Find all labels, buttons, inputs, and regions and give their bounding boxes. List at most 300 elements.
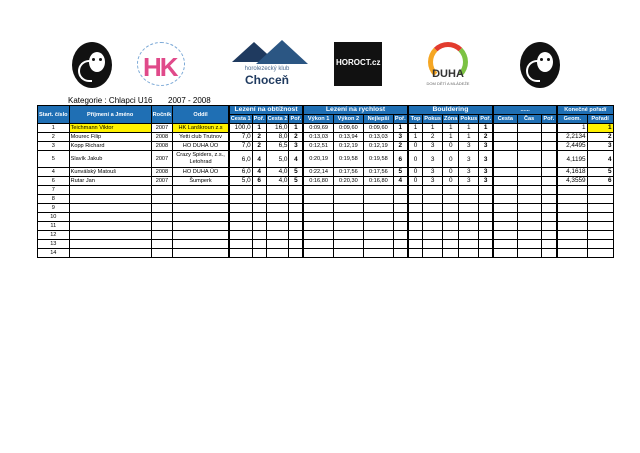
col-club: Oddíl [173, 106, 229, 124]
empty-cell [289, 213, 303, 222]
final-geom-cell: 2,2134 [557, 133, 587, 142]
empty-cell [459, 195, 479, 204]
empty-cell [587, 213, 613, 222]
empty-cell [69, 213, 151, 222]
extra-time-cell [517, 151, 541, 168]
table-row [38, 204, 614, 213]
sub-speed-run2: Výkon 2 [333, 115, 363, 124]
speed-best-cell: 0:09,60 [363, 124, 393, 133]
table-row [38, 177, 614, 186]
empty-cell [517, 222, 541, 231]
sub-speed-run1: Výkon 1 [303, 115, 333, 124]
start-number-cell: 1 [38, 124, 70, 133]
empty-cell [443, 231, 459, 240]
empty-cell [363, 222, 393, 231]
empty-cell [69, 195, 151, 204]
lead-rank2-cell: 4 [289, 151, 303, 168]
extra-route-cell [493, 133, 517, 142]
empty-cell [266, 186, 289, 195]
lead-route1-cell: 6,0 [229, 151, 252, 168]
empty-cell [443, 195, 459, 204]
boulder-top-cell: 0 [408, 168, 423, 177]
start-number-cell: 9 [38, 204, 70, 213]
empty-cell [557, 213, 587, 222]
empty-cell [303, 249, 333, 258]
start-number-cell: 14 [38, 249, 70, 258]
extra-route-cell [493, 177, 517, 186]
speed-rank-cell: 5 [393, 168, 407, 177]
empty-cell [151, 240, 173, 249]
header-row-top [38, 106, 614, 115]
empty-cell [587, 231, 613, 240]
empty-cell [493, 204, 517, 213]
extra-route-cell [493, 168, 517, 177]
empty-cell [479, 249, 493, 258]
empty-cell [252, 204, 266, 213]
empty-cell [229, 213, 252, 222]
final-geom-cell: 4,1195 [557, 151, 587, 168]
empty-cell [252, 240, 266, 249]
start-number-cell: 11 [38, 222, 70, 231]
empty-cell [69, 249, 151, 258]
speed-rank-cell: 6 [393, 151, 407, 168]
speed-run2-cell: 0:19,58 [333, 151, 363, 168]
empty-cell [517, 186, 541, 195]
final-rank-cell: 2 [587, 133, 613, 142]
extra-rank-cell [541, 133, 557, 142]
extra-rank-cell [541, 168, 557, 177]
empty-cell [479, 213, 493, 222]
empty-cell [303, 204, 333, 213]
empty-cell [229, 240, 252, 249]
speed-run1-cell: 0:22,14 [303, 168, 333, 177]
empty-cell [479, 231, 493, 240]
final-rank-cell: 6 [587, 177, 613, 186]
empty-cell [303, 231, 333, 240]
empty-cell [479, 195, 493, 204]
birth-year-cell: 2008 [151, 142, 173, 151]
lead-rank2-cell: 2 [289, 133, 303, 142]
monkey-logo-right [520, 42, 560, 88]
empty-cell [173, 186, 229, 195]
empty-cell [266, 222, 289, 231]
empty-cell [289, 204, 303, 213]
empty-cell [333, 249, 363, 258]
boulder-rank-cell: 1 [479, 124, 493, 133]
empty-cell [443, 249, 459, 258]
sub-lead-rank1: Poř. [253, 116, 265, 122]
boulder-top-cell: 1 [408, 133, 423, 142]
table-row [38, 151, 614, 168]
empty-cell [587, 186, 613, 195]
competitor-name-cell: Mourec Filip [69, 133, 151, 142]
speed-run1-cell: 0:13,03 [303, 133, 333, 142]
empty-cell [587, 195, 613, 204]
birth-year-cell: 2007 [151, 177, 173, 186]
extra-rank-cell [541, 151, 557, 168]
lead-route2-cell: 4,0 [266, 168, 289, 177]
speed-run1-cell: 0:16,80 [303, 177, 333, 186]
col-year: Ročník [151, 106, 173, 124]
empty-cell [517, 213, 541, 222]
sub-speed-best: Nejlepší [363, 115, 393, 124]
category-label: Kategorie : Chlapci U16 [68, 96, 153, 105]
results-table [37, 105, 614, 258]
table-row [38, 222, 614, 231]
start-number-cell: 2 [38, 133, 70, 142]
empty-cell [252, 231, 266, 240]
lead-route2-cell: 4,0 [266, 177, 289, 186]
extra-time-cell [517, 124, 541, 133]
lead-rank1-cell: 1 [252, 124, 266, 133]
sub-boulder-top-attempts: Pokus [424, 116, 442, 122]
speed-best-cell: 0:16,80 [363, 177, 393, 186]
speed-run2-cell: 0:09,60 [333, 124, 363, 133]
boulder-top-cell: 1 [408, 124, 423, 133]
boulder-rank-cell: 3 [479, 177, 493, 186]
empty-cell [363, 240, 393, 249]
empty-cell [173, 204, 229, 213]
speed-run2-cell: 0:17,56 [333, 168, 363, 177]
empty-cell [393, 240, 407, 249]
table-row [38, 195, 614, 204]
start-number-cell: 7 [38, 186, 70, 195]
start-number-cell: 12 [38, 231, 70, 240]
empty-cell [459, 186, 479, 195]
empty-cell [587, 222, 613, 231]
speed-run2-cell: 0:20,30 [333, 177, 363, 186]
empty-cell [151, 213, 173, 222]
empty-cell [459, 240, 479, 249]
empty-cell [408, 240, 423, 249]
col-group-lead: Lezení na obtížnost [229, 106, 304, 115]
empty-cell [173, 195, 229, 204]
extra-time-cell [517, 142, 541, 151]
start-number-cell: 5 [38, 151, 70, 168]
empty-cell [557, 240, 587, 249]
empty-cell [408, 213, 423, 222]
club-cell: Šumperk [173, 177, 229, 186]
empty-cell [173, 249, 229, 258]
speed-best-cell: 0:12,19 [363, 142, 393, 151]
table-row [38, 213, 614, 222]
empty-cell [69, 222, 151, 231]
empty-cell [393, 249, 407, 258]
horoct-logo: HOROCT.cz [334, 42, 382, 86]
sub-final-rank: Pořadí [587, 115, 613, 124]
empty-cell [252, 249, 266, 258]
empty-cell [541, 249, 557, 258]
sub-boulder-zone-attempts: Pokus [460, 116, 478, 122]
empty-cell [517, 249, 541, 258]
empty-cell [459, 222, 479, 231]
empty-cell [289, 222, 303, 231]
sub-final-geom: Geom. [557, 115, 587, 124]
empty-cell [173, 213, 229, 222]
speed-rank-cell: 2 [393, 142, 407, 151]
boulder-zone-cell: 1 [443, 124, 459, 133]
birth-year-cell: 2008 [151, 133, 173, 142]
boulder-zone-attempts-cell: 3 [459, 142, 479, 151]
empty-cell [408, 249, 423, 258]
empty-cell [517, 240, 541, 249]
extra-rank-cell [541, 177, 557, 186]
empty-cell [541, 204, 557, 213]
competitor-name-cell: Kunválský Matouš [69, 168, 151, 177]
start-number-cell: 6 [38, 177, 70, 186]
empty-cell [541, 231, 557, 240]
sub-extra-rank: Poř. [541, 115, 557, 124]
empty-cell [443, 240, 459, 249]
category-years: 2007 - 2008 [168, 96, 211, 105]
empty-cell [541, 240, 557, 249]
speed-best-cell: 0:19,58 [363, 151, 393, 168]
empty-cell [479, 186, 493, 195]
empty-cell [151, 222, 173, 231]
table-row [38, 142, 614, 151]
empty-cell [541, 213, 557, 222]
hk-lanskroun-logo: HK [137, 42, 185, 86]
boulder-top-cell: 0 [408, 151, 423, 168]
boulder-top-attempts-cell: 3 [423, 177, 443, 186]
empty-cell [173, 240, 229, 249]
empty-cell [151, 204, 173, 213]
speed-rank-cell: 4 [393, 177, 407, 186]
start-number-cell: 10 [38, 213, 70, 222]
boulder-rank-cell: 3 [479, 168, 493, 177]
extra-time-cell [517, 168, 541, 177]
sub-boulder-zone: Zóna [444, 116, 458, 122]
empty-cell [289, 231, 303, 240]
lead-route2-cell: 8,0 [266, 133, 289, 142]
start-number-cell: 13 [38, 240, 70, 249]
empty-cell [363, 186, 393, 195]
extra-route-cell [493, 151, 517, 168]
empty-cell [423, 195, 443, 204]
empty-cell [541, 195, 557, 204]
boulder-top-attempts-cell: 3 [423, 168, 443, 177]
empty-cell [266, 195, 289, 204]
empty-cell [423, 186, 443, 195]
lead-rank2-cell: 1 [289, 124, 303, 133]
table-row [38, 186, 614, 195]
empty-cell [333, 240, 363, 249]
sub-extra-time: Čas [517, 115, 541, 124]
lead-rank1-cell: 4 [252, 168, 266, 177]
sub-boulder-top: Top [408, 115, 423, 124]
empty-cell [443, 204, 459, 213]
empty-cell [493, 231, 517, 240]
boulder-zone-cell: 0 [443, 151, 459, 168]
empty-cell [252, 222, 266, 231]
boulder-zone-cell: 1 [443, 133, 459, 142]
empty-cell [229, 195, 252, 204]
col-name: Příjmení a Jméno [69, 106, 151, 124]
duha-logo: DUHA DOM DĚTÍ A MLÁDEŽE [418, 40, 478, 90]
empty-cell [459, 249, 479, 258]
empty-cell [363, 195, 393, 204]
empty-cell [479, 222, 493, 231]
sub-speed-rank: Poř. [394, 116, 406, 122]
extra-rank-cell [541, 142, 557, 151]
sub-extra-route: Cesta [493, 115, 517, 124]
speed-rank-cell: 1 [393, 124, 407, 133]
empty-cell [69, 186, 151, 195]
boulder-zone-cell: 0 [443, 142, 459, 151]
lead-rank2-cell: 3 [289, 142, 303, 151]
empty-cell [443, 213, 459, 222]
empty-cell [541, 222, 557, 231]
table-row [38, 133, 614, 142]
empty-cell [493, 249, 517, 258]
final-rank-cell: 5 [587, 168, 613, 177]
empty-cell [423, 204, 443, 213]
empty-cell [557, 204, 587, 213]
lead-rank1-cell: 6 [252, 177, 266, 186]
club-cell: Crazy Spiders, z.s., Letohrad [173, 151, 229, 168]
lead-route1-cell: 7,0 [229, 142, 252, 151]
col-group-speed: Lezení na rychlost [303, 106, 407, 115]
lead-route1-cell: 5,0 [229, 177, 252, 186]
lead-rank1-cell: 2 [252, 142, 266, 151]
competitor-name-cell: Teichmann Viktor [69, 124, 151, 133]
empty-cell [557, 249, 587, 258]
birth-year-cell: 2007 [151, 124, 173, 133]
empty-cell [252, 195, 266, 204]
table-row [38, 168, 614, 177]
empty-cell [333, 186, 363, 195]
empty-cell [266, 213, 289, 222]
empty-cell [423, 213, 443, 222]
empty-cell [363, 213, 393, 222]
speed-rank-cell: 3 [393, 133, 407, 142]
empty-cell [393, 213, 407, 222]
boulder-top-attempts-cell: 1 [423, 124, 443, 133]
empty-cell [229, 222, 252, 231]
final-rank-cell: 4 [587, 151, 613, 168]
boulder-zone-attempts-cell: 1 [459, 133, 479, 142]
empty-cell [408, 231, 423, 240]
start-number-cell: 3 [38, 142, 70, 151]
speed-run1-cell: 0:09,69 [303, 124, 333, 133]
empty-cell [493, 213, 517, 222]
sub-lead-route2: Cesta 2 [267, 116, 288, 122]
speed-run2-cell: 0:13,94 [333, 133, 363, 142]
empty-cell [557, 231, 587, 240]
col-group-extra: ...... [493, 106, 557, 115]
empty-cell [423, 231, 443, 240]
speed-run2-cell: 0:12,19 [333, 142, 363, 151]
empty-cell [459, 231, 479, 240]
empty-cell [393, 204, 407, 213]
empty-cell [69, 204, 151, 213]
empty-cell [423, 222, 443, 231]
lead-rank1-cell: 2 [252, 133, 266, 142]
empty-cell [363, 231, 393, 240]
final-geom-cell: 4,1618 [557, 168, 587, 177]
empty-cell [443, 222, 459, 231]
final-geom-cell: 2,4495 [557, 142, 587, 151]
col-group-final: Konečné pořadí [557, 106, 613, 115]
empty-cell [557, 186, 587, 195]
logo-strip [0, 0, 640, 95]
birth-year-cell: 2007 [151, 151, 173, 168]
empty-cell [266, 249, 289, 258]
empty-cell [173, 222, 229, 231]
club-cell: HO DUHA ÚO [173, 142, 229, 151]
empty-cell [493, 240, 517, 249]
lead-rank2-cell: 5 [289, 177, 303, 186]
club-cell: HO DUHA ÚO [173, 168, 229, 177]
empty-cell [333, 222, 363, 231]
boulder-top-attempts-cell: 3 [423, 151, 443, 168]
empty-cell [443, 186, 459, 195]
empty-cell [493, 195, 517, 204]
empty-cell [363, 204, 393, 213]
monkey-logo-left [72, 42, 112, 88]
empty-cell [408, 204, 423, 213]
sub-lead-route1: Cesta 1 [230, 116, 251, 122]
boulder-top-cell: 0 [408, 142, 423, 151]
empty-cell [151, 195, 173, 204]
competitor-name-cell: Slavík Jakub [69, 151, 151, 168]
extra-route-cell [493, 142, 517, 151]
empty-cell [333, 195, 363, 204]
boulder-top-cell: 0 [408, 177, 423, 186]
speed-run1-cell: 0:20,19 [303, 151, 333, 168]
extra-route-cell [493, 124, 517, 133]
lead-route1-cell: 6,0 [229, 168, 252, 177]
final-geom-cell: 4,3559 [557, 177, 587, 186]
empty-cell [393, 222, 407, 231]
competitor-name-cell: Kopp Richard [69, 142, 151, 151]
start-number-cell: 8 [38, 195, 70, 204]
empty-cell [151, 249, 173, 258]
empty-cell [333, 231, 363, 240]
lead-rank1-cell: 4 [252, 151, 266, 168]
empty-cell [252, 213, 266, 222]
empty-cell [408, 195, 423, 204]
boulder-zone-attempts-cell: 3 [459, 177, 479, 186]
empty-cell [541, 186, 557, 195]
start-number-cell: 4 [38, 168, 70, 177]
empty-cell [393, 231, 407, 240]
boulder-rank-cell: 2 [479, 133, 493, 142]
empty-cell [587, 204, 613, 213]
boulder-zone-attempts-cell: 3 [459, 151, 479, 168]
empty-cell [303, 213, 333, 222]
empty-cell [173, 231, 229, 240]
col-start: Start. číslo [38, 106, 70, 124]
final-rank-cell: 1 [587, 124, 613, 133]
extra-time-cell [517, 133, 541, 142]
boulder-zone-attempts-cell: 1 [459, 124, 479, 133]
empty-cell [289, 186, 303, 195]
lead-route2-cell: 16,0 [266, 124, 289, 133]
table-row [38, 240, 614, 249]
boulder-zone-cell: 0 [443, 177, 459, 186]
empty-cell [303, 186, 333, 195]
table-row [38, 124, 614, 133]
speed-run1-cell: 0:12,51 [303, 142, 333, 151]
col-group-boulder: Bouldering [408, 106, 493, 115]
empty-cell [587, 240, 613, 249]
table-row [38, 249, 614, 258]
empty-cell [266, 231, 289, 240]
lead-rank2-cell: 5 [289, 168, 303, 177]
empty-cell [303, 195, 333, 204]
lead-route2-cell: 6,5 [266, 142, 289, 151]
